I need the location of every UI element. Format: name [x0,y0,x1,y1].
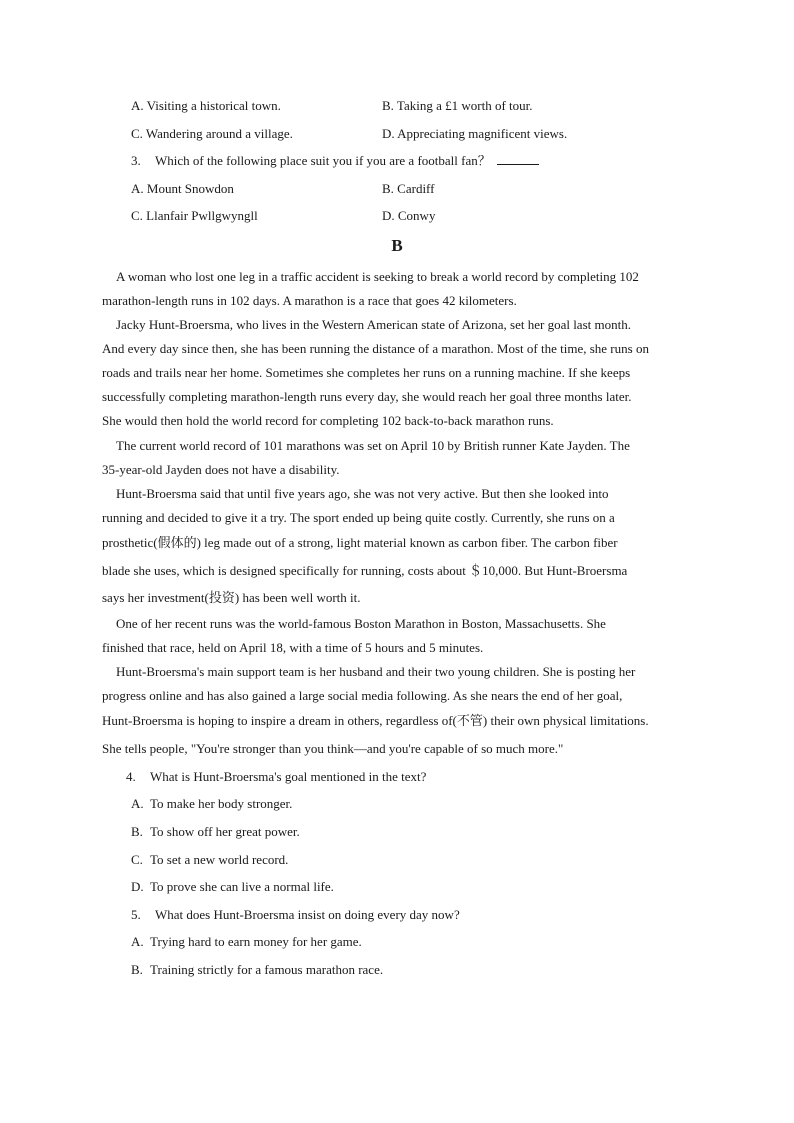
passage-line: says her investment(投资) has been well worth it. [102,590,361,605]
option-letter: A. [131,796,144,811]
option-d: D. Conwy [382,208,436,223]
option-row [131,179,691,199]
question-3 [131,151,539,171]
option-row [131,206,691,226]
passage-line: Jacky Hunt-Broersma, who lives in the Western American state of Arizona, set her goal last month. [116,317,631,332]
option-row [131,96,691,116]
option-b: B. Taking a £1 worth of tour. [382,98,533,113]
answer-blank [497,152,539,165]
question-4 [126,767,426,787]
passage-line: Hunt-Broersma said that until five years ago, she was not very active. But then she looked into [116,486,609,501]
passage-line: One of her recent runs was the world-famous Boston Marathon in Boston, Massachusetts. She [116,616,606,631]
passage-line: running and decided to give it a try. The sport ended up being quite costly. Currently, she runs on a [102,510,615,525]
option-d [131,877,334,897]
option-letter: B. [131,962,143,977]
option-text: To prove she can live a normal life. [150,879,334,894]
option-text: Training strictly for a famous marathon race. [150,962,384,977]
passage-line: finished that race, held on April 18, with a time of 5 hours and 5 minutes. [102,640,484,655]
option-b: B. Cardiff [382,181,435,196]
passage-line: roads and trails near her home. Sometimes she completes her runs on a running machine. If she keeps [102,365,631,380]
option-b [131,960,383,980]
option-text: To show off her great power. [150,824,300,839]
question-5 [131,905,460,925]
option-a: A. Visiting a historical town. [131,98,281,113]
passage-line: The current world record of 101 marathons was set on April 10 by British runner Kate Jayden. The [116,438,630,453]
passage-line: And every day since then, she has been running the distance of a marathon. Most of the time, she runs on [102,341,649,356]
option-a [131,794,292,814]
passage-line: blade she uses, which is designed specifically for running, costs about ＄10,000. But Hunt-Broersma [102,563,628,578]
option-c [131,850,288,870]
question-number: 5. [131,907,141,922]
passage-line: She would then hold the world record for completing 102 back-to-back marathon runs. [102,413,554,428]
option-d: D. Appreciating magnificent views. [382,126,568,141]
passage-line: successfully completing marathon-length runs every day, she would reach her goal three months later. [102,389,632,404]
option-letter: C. [131,852,143,867]
question-text: What does Hunt-Broersma insist on doing every day now? [155,907,460,922]
option-letter: A. [131,934,144,949]
option-a: A. Mount Snowdon [131,181,234,196]
option-row [131,124,691,144]
option-c: C. Wandering around a village. [131,126,293,141]
option-text: To make her body stronger. [150,796,293,811]
passage-line: Hunt-Broersma is hoping to inspire a dream in others, regardless of(不管) their own physical limitations. [102,713,649,728]
passage-line: Hunt-Broersma's main support team is her husband and their two young children. She is posting her [116,664,636,679]
option-b [131,822,300,842]
question-text: What is Hunt-Broersma's goal mentioned in the text? [150,769,427,784]
option-letter: D. [131,879,144,894]
option-text: To set a new world record. [150,852,289,867]
passage-line: 35-year-old Jayden does not have a disability. [102,462,340,477]
question-text: Which of the following place suit you if you are a football fan？ [155,153,491,168]
passage-line: progress online and has also gained a large social media following. As she nears the end of her goal, [102,688,623,703]
section-title: B [391,236,403,255]
passage-line: prosthetic(假体的) leg made out of a strong, light material known as carbon fiber. The carbon fiber [102,535,618,550]
passage-line: marathon-length runs in 102 days. A marathon is a race that goes 42 kilometers. [102,293,517,308]
option-text: Trying hard to earn money for her game. [150,934,362,949]
passage-line: She tells people, "You're stronger than you think—and you're capable of so much more." [102,741,564,756]
option-c: C. Llanfair Pwllgwyngll [131,208,258,223]
option-a [131,932,362,952]
option-letter: B. [131,824,143,839]
question-number: 3. [131,153,141,168]
passage-line: A woman who lost one leg in a traffic accident is seeking to break a world record by completing 102 [116,269,639,284]
question-number: 4. [126,769,136,784]
